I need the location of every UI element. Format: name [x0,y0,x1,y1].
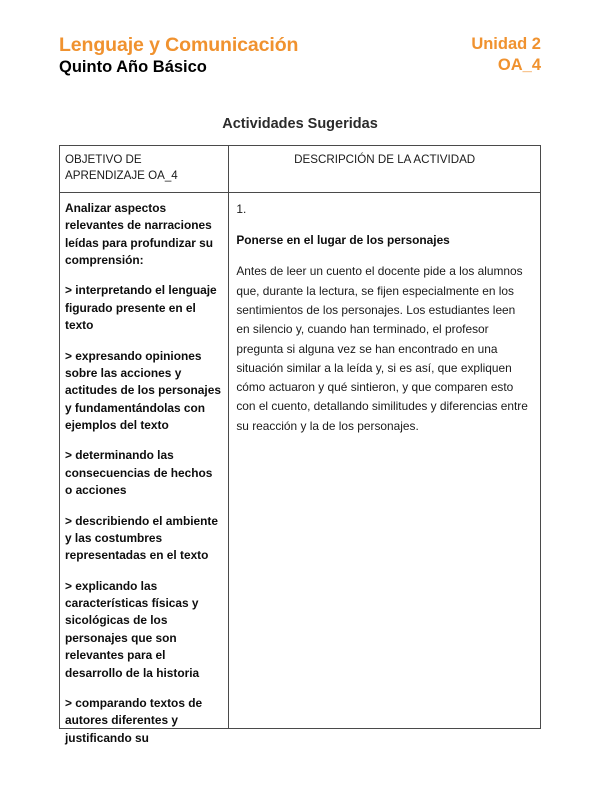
column-header-objective: OBJETIVO DE APRENDIZAJE OA_4 [65,153,178,183]
document-header [59,34,541,77]
activity-heading: Ponerse en el lugar de los personajes [236,233,450,248]
section-heading: Actividades Sugeridas [222,116,378,132]
activity-content [229,193,540,444]
objective-paragraph: > describiendo el ambiente y las costumbres representadas en el texto [65,513,218,563]
header-right-group [471,34,541,76]
objective-paragraph: > explicando las características físicas y sicológicas de los personajes que son relevantes para el desarrollo de la historia [65,578,200,680]
table-header-cell-description [229,146,541,193]
objective-paragraph: > expresando opiniones sobre las acciones y actitudes de los personajes y fundamentándolas con ejemplos del texto [65,348,221,433]
table-row [60,192,541,728]
header-left-group [59,34,298,77]
objective-content [60,193,228,745]
activities-table [59,145,541,745]
objective-paragraph: Analizar aspectos relevantes de narraciones leídas para profundizar su comprensión: [65,200,214,268]
table-header-row [60,146,541,193]
objective-paragraph: > determinando las consecuencias de hechos o acciones [65,448,213,498]
activity-number: 1. [236,201,247,216]
table-cell-description [229,192,541,728]
column-header-description: DESCRIPCIÓN DE LA ACTIVIDAD [294,153,476,166]
table-cell-objective [60,192,229,745]
objective-code-label: OA_4 [497,56,541,75]
activity-body-text: Antes de leer un cuento el docente pide a los alumnos que, durante la lectura, se fijen especialmente en los sentimientos de los personajes. Los estudiantes leen en silencio y, cuando han terminado, el profesor pregunta si alguna vez se han encontrado en una situación similar a la leída y, si es así, que expliquen cómo actuaron y qué sintieron, y que comparen esto con el cuento, detallando similitudes y diferencias entre su reacción y la de los personajes. [236,264,528,433]
grade-level-title: Quinto Año Básico [59,57,207,76]
objective-paragraph: > interpretando el lenguaje figurado presente en el texto [65,283,217,333]
objective-paragraph: > comparando textos de autores diferentes y justificando su [65,695,203,745]
table-header-cell-objective [60,146,229,193]
subject-title: Lenguaje y Comunicación [59,34,299,56]
unit-label: Unidad 2 [471,35,541,53]
